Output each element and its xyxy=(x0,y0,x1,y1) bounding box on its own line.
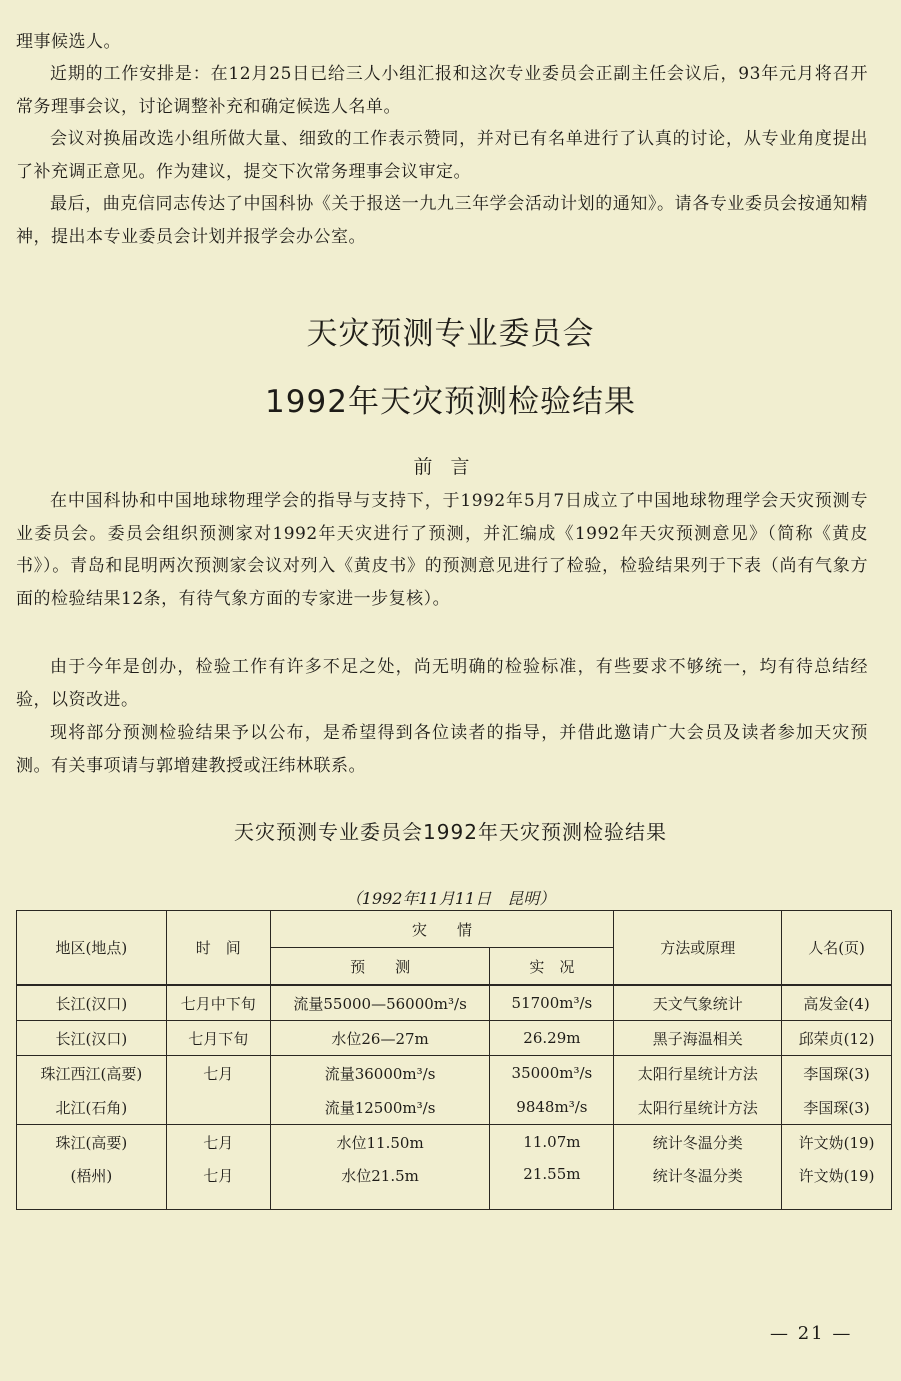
table-note: （1992年11月11日 昆明） xyxy=(345,889,556,908)
cell-actual: 26.29m xyxy=(490,1021,614,1056)
cell-time: 七月下旬 xyxy=(166,1021,270,1056)
results-table xyxy=(16,910,892,1210)
paragraph-meeting-approval: 会议对换届改选小组所做大量、细致的工作表示赞同，并对已有名单进行了认真的讨论，从专业角度提出了补充调正意见。作为建议，提交下次常务理事会议审定。 xyxy=(16,129,868,182)
cell-forecast: 水位21.5m xyxy=(270,1159,490,1210)
table-title: 天灾预测专业委员会1992年天灾预测检验结果 xyxy=(234,820,667,844)
table-row xyxy=(17,1090,892,1125)
cell-person: 许文妫(19) xyxy=(782,1125,892,1160)
cell-forecast: 流量12500m³/s xyxy=(270,1090,490,1125)
cell-region: (梧州) xyxy=(17,1159,167,1210)
cell-time: 七月中下旬 xyxy=(166,985,270,1021)
header-actual: 实 况 xyxy=(490,948,614,986)
cell-actual: 9848m³/s xyxy=(490,1090,614,1125)
cell-actual: 35000m³/s xyxy=(490,1056,614,1091)
header-method: 方法或原理 xyxy=(614,911,782,986)
table-row xyxy=(17,1159,892,1210)
preface-paragraph-1: 在中国科协和中国地球物理学会的指导与支持下，于1992年5月7日成立了中国地球物理学会天灾预测专业委员会。委员会组织预测家对1992年天灾进行了预测，并汇编成《1992年天灾预测意见》（简称《黄皮书》）。青岛和昆明两次预测家会议对列入《黄皮书》的预测意见进行了检验，检验结果列于下表（尚有气象方面的检验结果12条，有待气象方面的专家进一步复核）。 xyxy=(16,491,868,609)
cell-forecast: 流量36000m³/s xyxy=(270,1056,490,1091)
cell-person: 李国琛(3) xyxy=(782,1056,892,1091)
header-forecast: 预 测 xyxy=(270,948,490,986)
page-number: — 21 — xyxy=(770,1323,853,1344)
cell-region: 珠江西江(高要) xyxy=(17,1056,167,1091)
cell-actual: 11.07m xyxy=(490,1125,614,1160)
article-title-line2: 1992年天灾预测检验结果 xyxy=(265,384,636,420)
article-title-line1: 天灾预测专业委员会 xyxy=(306,316,595,352)
cell-person: 李国琛(3) xyxy=(782,1090,892,1125)
table-row xyxy=(17,1056,892,1091)
cell-actual: 51700m³/s xyxy=(490,985,614,1021)
cell-method: 黑子海温相关 xyxy=(614,1021,782,1056)
header-disaster: 灾 情 xyxy=(270,911,614,948)
cell-region: 珠江(高要) xyxy=(17,1125,167,1160)
preface-paragraph-2: 由于今年是创办，检验工作有许多不足之处，尚无明确的检验标准，有些要求不够统一，均有待总结经验，以资改进。 xyxy=(16,657,868,710)
cell-time xyxy=(166,1090,270,1125)
cell-actual: 21.55m xyxy=(490,1159,614,1210)
table-row xyxy=(17,1021,892,1056)
preface-heading: 前言 xyxy=(413,456,488,478)
table-row xyxy=(17,1125,892,1160)
cell-region: 长江(汉口) xyxy=(17,1021,167,1056)
cell-time: 七月 xyxy=(166,1125,270,1160)
preface-paragraph-3: 现将部分预测检验结果予以公布，是希望得到各位读者的指导，并借此邀请广大会员及读者参加天灾预测。有关事项请与郭增建教授或汪纬林联系。 xyxy=(16,723,868,776)
cell-time: 七月 xyxy=(166,1159,270,1210)
cell-person: 许文妫(19) xyxy=(782,1159,892,1210)
cell-person: 高发金(4) xyxy=(782,985,892,1021)
cell-region: 长江(汉口) xyxy=(17,985,167,1021)
cell-region: 北江(石角) xyxy=(17,1090,167,1125)
cell-forecast: 流量55000—56000m³/s xyxy=(270,985,490,1021)
header-time: 时 间 xyxy=(166,911,270,986)
header-region: 地区(地点) xyxy=(17,911,167,986)
cell-method: 天文气象统计 xyxy=(614,985,782,1021)
cell-person: 邱荣贞(12) xyxy=(782,1021,892,1056)
cell-forecast: 水位26—27m xyxy=(270,1021,490,1056)
cell-method: 太阳行星统计方法 xyxy=(614,1090,782,1125)
paragraph-notice: 最后，曲克信同志传达了中国科协《关于报送一九九三年学会活动计划的通知》。请各专业委员会按通知精神，提出本专业委员会计划并报学会办公室。 xyxy=(16,194,868,247)
cell-time: 七月 xyxy=(166,1056,270,1091)
header-person: 人名(页) xyxy=(782,911,892,986)
paragraph-continuation: 理事候选人。 xyxy=(16,32,121,52)
cell-method: 统计冬温分类 xyxy=(614,1125,782,1160)
table-row xyxy=(17,985,892,1021)
cell-method: 太阳行星统计方法 xyxy=(614,1056,782,1091)
paragraph-work-arrangement: 近期的工作安排是：在12月25日已给三人小组汇报和这次专业委员会正副主任会议后，93年元月将召开常务理事会议，讨论调整补充和确定候选人名单。 xyxy=(16,64,868,117)
cell-forecast: 水位11.50m xyxy=(270,1125,490,1160)
cell-method: 统计冬温分类 xyxy=(614,1159,782,1210)
